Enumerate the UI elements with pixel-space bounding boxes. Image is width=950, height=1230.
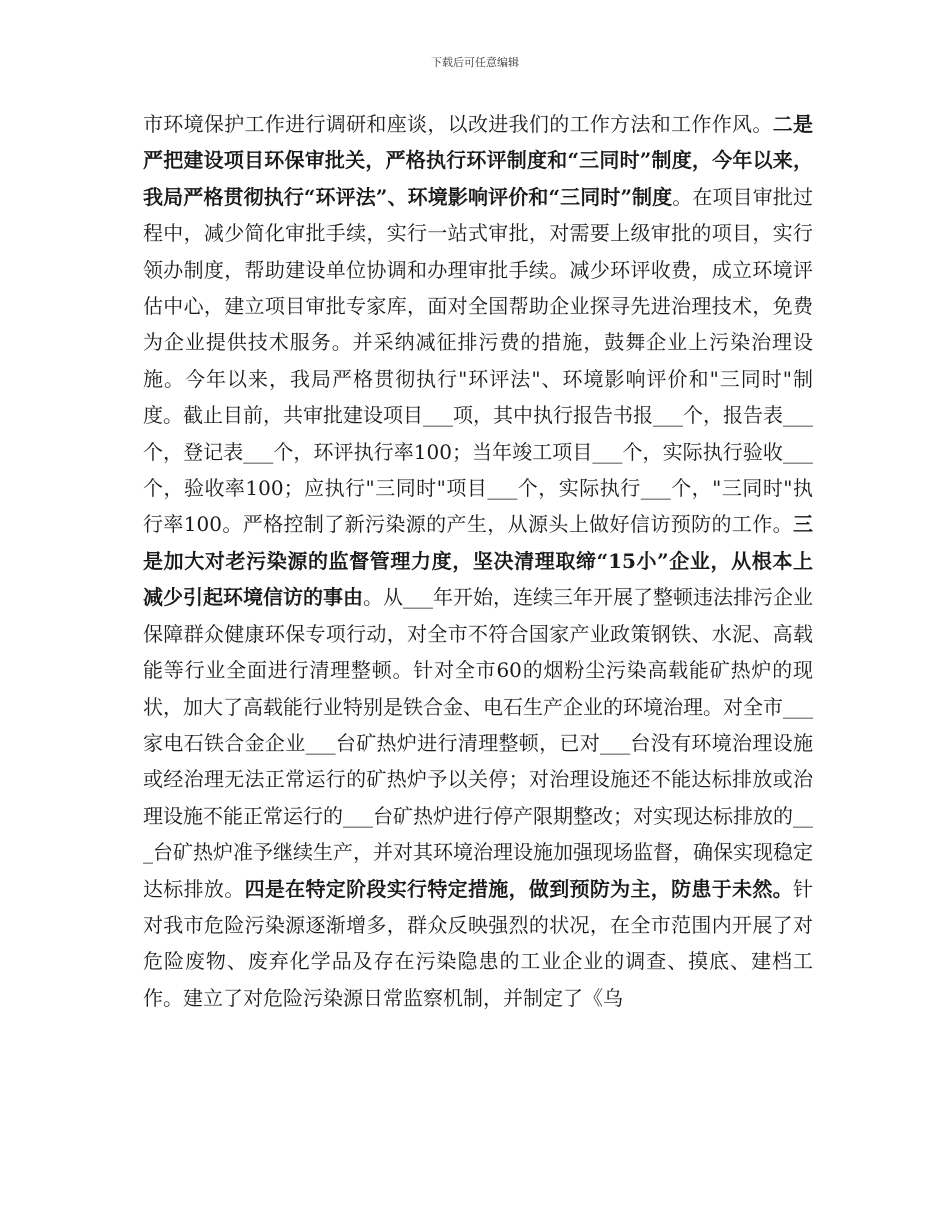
text-run: 市环境保护工作进行调研和座谈，以改进我们的工作方法和工作作风。 [143, 112, 773, 136]
text-run: 。在项目审批过程中，减少简化审批手续，实行一站式审批，对需要上级审批的项目，实行领办制度，帮助建设单位协调和办理审批手续。减少环评收费，成立环境评估中心，建立项目审批专家库，面对全国帮助企业探寻先进治理技术，免费为企业提供技术服务。并采纳减征排污费的措施，鼓舞企业上污染治理设施。今年以来，我局严格贯彻执行"环评法"、环境影响评价和"三同时"制度。截止目前，共审批建设项目___项，其中执行报告书报___个，报告表___个，登记表___个，环评执行率100；当年竣工项目___个，实际执行验收___个，验收率100；应执行"三同时"项目___个，实际执行___个，"三同时"执行率100。严格控制了新污染源的产生，从源头上做好信访预防的工作。 [143, 184, 813, 537]
bold-text-run: 三是加大对老污染源的监督管理力度，坚决清理取缔“15小”企业，从根本上减少引起环境信访的事由 [143, 512, 813, 610]
page-header: 下载后可任意编辑 [431, 56, 519, 69]
body-text [143, 106, 813, 1016]
text-run: 针对我市危险污染源逐渐增多，群众反映强烈的状况，在全市范围内开展了对危险废物、废弃化学品及存在污染隐患的工业企业的调查、摸底、建档工作。建立了对危险污染源日常监察机制，并制定了《乌 [143, 876, 813, 1010]
bold-text-run: 四是在特定阶段实行特定措施，做到预防为主，防患于未然。 [244, 876, 793, 901]
bold-text-run: 二是严把建设项目环保审批关，严格执行环评制度和“三同时”制度，今年以来，我局严格贯彻执行“环评法”、环境影响评价和“三同时”制度 [143, 112, 813, 209]
paragraph [143, 106, 813, 1016]
text-run: 。从___年开始，连续三年开展了整顿违法排污企业保障群众健康环保专项行动，对全市不符合国家产业政策钢铁、水泥、高载能等行业全面进行清理整顿。针对全市60的烟粉尘污染高载能矿热炉的现状，加大了高载能行业特别是铁合金、电石生产企业的环境治理。对全市___家电石铁合金企业___台矿热炉进行清理整顿，已对___台没有环境治理设施或经治理无法正常运行的矿热炉予以关停；对治理设施还不能达标排放或治理设施不能正常运行的___台矿热炉进行停产限期整改；对实现达标排放的___台矿热炉准予继续生产，并对其环境治理设施加强现场监督，确保实现稳定达标排放。 [143, 585, 813, 901]
